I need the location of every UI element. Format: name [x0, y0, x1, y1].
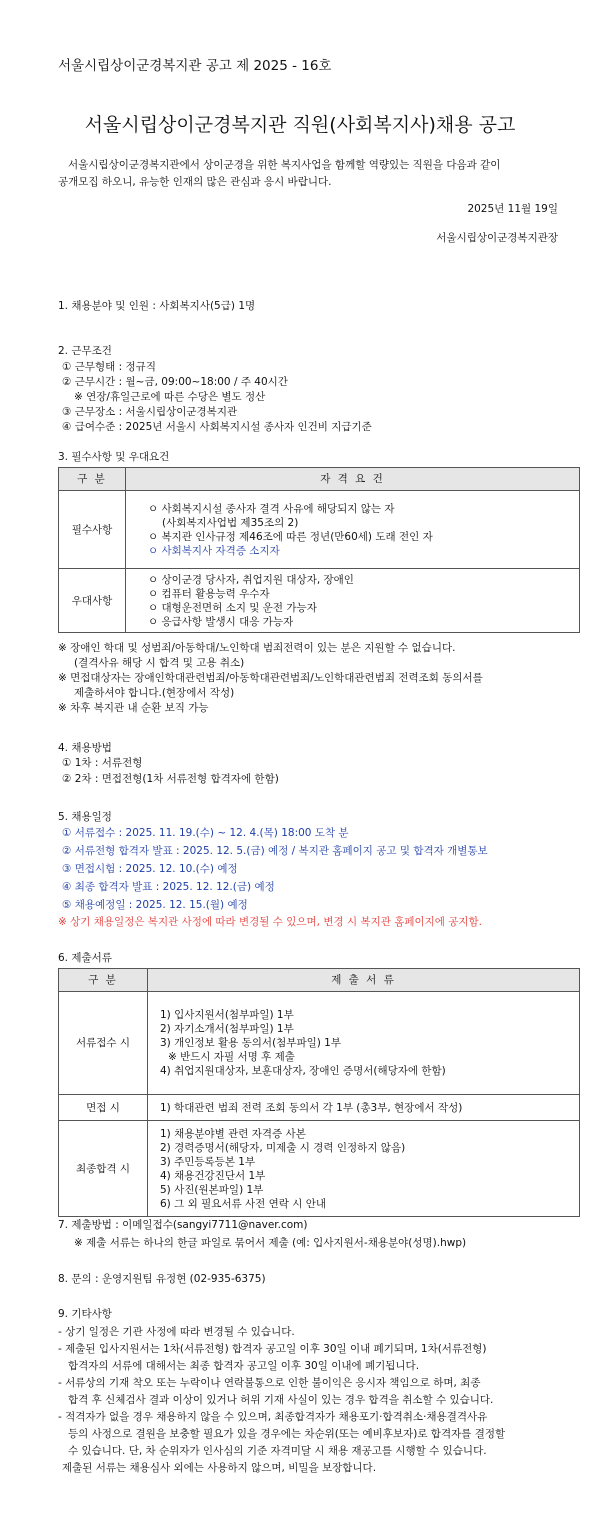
note-abuse-record: ※ 장애인 학대 및 성범죄/아동학대/노인학대 범죄전력이 있는 분은 지원할 수 없습니다.: [58, 642, 456, 654]
final-documents: [148, 1121, 580, 1217]
row-label-final: 최종합격 시: [59, 1121, 148, 1217]
section-2-title: 2. 근무조건: [58, 345, 112, 357]
table-header-documents: 제 출 서 류: [148, 969, 580, 992]
application-documents: [148, 992, 580, 1095]
section-9-title: 9. 기타사항: [58, 1308, 112, 1320]
row-label-interview: 면접 시: [59, 1095, 148, 1121]
row-label-preferred: 우대사항: [59, 569, 126, 633]
misc-line: 제출된 서류는 채용심사 외에는 사용하지 않으며, 비밀을 보장합니다.: [62, 1462, 377, 1474]
list-item: 3) 주민등록등본 1부: [160, 1155, 256, 1168]
note-rotation: ※ 차후 복지관 내 순환 보직 가능: [58, 702, 209, 714]
list-item: 1) 입사지원서(첨부파일) 1부: [160, 1009, 294, 1021]
list-item: ㅇ 대형운전면허 소지 및 운전 가능자: [148, 601, 317, 614]
issuer: 서울시립상이군경복지관장: [436, 232, 558, 244]
intro-line-2: 공개모집 하오니, 유능한 인재의 많은 관심과 응시 바랍니다.: [58, 176, 332, 188]
list-item: ㅇ 복지관 인사규정 제46조에 따른 정년(만60세) 도래 전인 자: [148, 530, 433, 543]
list-item: 4) 취업지원대상자, 보훈대상자, 장애인 증명서(해당자에 한함): [160, 1065, 446, 1077]
list-item: ㅇ 컴퓨터 활용능력 우수자: [148, 587, 270, 600]
list-item: (사회복지사업법 제35조의 2): [162, 516, 299, 529]
section-5-title: 5. 채용일정: [58, 811, 112, 823]
row-label-application: 서류접수 시: [59, 992, 148, 1095]
misc-line: - 서류상의 기재 착오 또는 누락이나 연락불통으로 인한 불이익은 응시자 책임으로 하며, 최종: [58, 1377, 481, 1389]
work-hours: ② 근무시간 : 월~금, 09:00~18:00 / 주 40시간: [62, 376, 288, 388]
notice-number: 서울시립상이군경복지관 공고 제 2025 - 16호: [58, 58, 332, 74]
list-item: 6) 그 외 필요서류 사전 연락 시 안내: [160, 1197, 326, 1210]
section-1-position: 1. 채용분야 및 인원 : 사회복지사(5급) 1명: [58, 300, 256, 312]
schedule-application: ① 서류접수 : 2025. 11. 19.(수) ~ 12. 4.(목) 18:00 도착 분: [62, 827, 349, 839]
work-place: ③ 근무장소 : 서울시립상이군경복지관: [62, 406, 238, 418]
list-item: 5) 사진(원본파일) 1부: [160, 1183, 264, 1196]
schedule-document-result: ② 서류전형 합격자 발표 : 2025. 12. 5.(금) 예정 / 복지관 홈페이지 공고 및 합격자 개별통보: [62, 845, 488, 857]
table-header-requirements: 자 격 요 건: [126, 468, 580, 491]
section-4-title: 4. 채용방법: [58, 742, 112, 754]
note-consent-form-cont: 제출하셔야 합니다.(현장에서 작성): [74, 687, 235, 699]
schedule-interview: ③ 면접시험 : 2025. 12. 10.(수) 예정: [62, 863, 238, 875]
list-item: ㅇ 사회복지사 자격증 소지자: [148, 544, 280, 557]
list-item: 4) 채용건강진단서 1부: [160, 1169, 266, 1182]
notice-date: 2025년 11월 19일: [467, 203, 558, 215]
section-7-submission: 7. 제출방법 : 이메일접수(sangyi7711@naver.com): [58, 1219, 308, 1231]
required-items: [126, 491, 580, 569]
schedule-final-result: ④ 최종 합격자 발표 : 2025. 12. 12.(금) 예정: [62, 881, 275, 893]
misc-line: - 상기 일정은 기관 사정에 따라 변경될 수 있습니다.: [58, 1326, 295, 1338]
method-step-1: ① 1차 : 서류전형: [62, 757, 143, 769]
note-consent-form: ※ 면접대상자는 장애인학대관련범죄/아동학대관련범죄/노인학대관련범죄 전력조회 동의서를: [58, 672, 483, 684]
interview-documents: [148, 1095, 580, 1121]
list-item: ㅇ 상이군경 당사자, 취업지원 대상자, 장애인: [148, 573, 354, 586]
list-item: 2) 자기소개서(첨부파일) 1부: [160, 1023, 294, 1035]
misc-line: 합격자의 서류에 대해서는 최종 합격자 공고일 이후 30일 이내에 폐기됩니다.: [68, 1360, 420, 1372]
overtime-note: ※ 연장/휴일근로에 따른 수당은 별도 정산: [74, 391, 266, 403]
list-item: 1) 채용분야별 관련 자격증 사본: [160, 1127, 306, 1140]
list-item: 3) 개인정보 활용 동의서(첨부파일) 1부: [160, 1037, 342, 1049]
misc-line: 수 있습니다. 단, 차 순위자가 인사심의 기준 자격미달 시 채용 재공고를 시행할 수 있습니다.: [68, 1445, 487, 1457]
work-type: ① 근무형태 : 정규직: [62, 361, 156, 373]
salary: ④ 급여수준 : 2025년 서울시 사회복지시설 종사자 인건비 지급기준: [62, 421, 372, 433]
qualification-table: [58, 467, 580, 633]
misc-line: 합격 후 신체검사 결과 이상이 있거나 허위 기재 사실이 있는 경우 합격을 취소할 수 있습니다.: [68, 1394, 494, 1406]
list-item: ※ 반드시 자필 서명 후 제출: [168, 1051, 295, 1063]
note-disqualification: (결격사유 해당 시 합격 및 고용 취소): [74, 657, 245, 669]
schedule-start-date: ⑤ 채용예정일 : 2025. 12. 15.(월) 예정: [62, 899, 248, 911]
schedule-warning: ※ 상기 채용일정은 복지관 사정에 따라 변경될 수 있으며, 변경 시 복지관 홈페이지에 공지함.: [58, 916, 483, 928]
method-step-2: ② 2차 : 면접전형(1차 서류전형 합격자에 한함): [62, 773, 279, 785]
section-8-contact: 8. 문의 : 운영지원팀 유정현 (02-935-6375): [58, 1273, 266, 1285]
page-title: 서울시립상이군경복지관 직원(사회복지사)채용 공고: [84, 114, 516, 136]
misc-line: 등의 사정으로 결원을 보충할 필요가 있을 경우에는 차순위(또는 예비후보자)로 합격자를 결정할: [68, 1428, 506, 1440]
section-3-title: 3. 필수사항 및 우대요건: [58, 451, 170, 463]
misc-line: - 제출된 입사지원서는 1차(서류전형) 합격자 공고일 이후 30일 이내 폐기되며, 1차(서류전형): [58, 1343, 487, 1355]
row-label-required: 필수사항: [59, 491, 126, 569]
list-item: 2) 경력증명서(해당자, 미제출 시 경력 인정하지 않음): [160, 1141, 406, 1154]
documents-table: [58, 968, 580, 1217]
submission-note: ※ 제출 서류는 하나의 한글 파일로 묶어서 제출 (예: 입사지원서-채용분야(성명).hwp): [74, 1237, 467, 1249]
intro-line-1: 서울시립상이군경복지관에서 상이군경을 위한 복지사업을 함께할 역량있는 직원을 다음과 같이: [68, 159, 501, 171]
list-item: 1) 학대관련 범죄 전력 조회 동의서 각 1부 (총3부, 현장에서 작성): [160, 1101, 463, 1114]
list-item: ㅇ 사회복지시설 종사자 결격 사유에 해당되지 않는 자: [148, 502, 395, 515]
list-item: ㅇ 응급사항 발생시 대응 가능자: [148, 615, 294, 628]
table-header-category: 구 분: [59, 969, 148, 992]
preferred-items: [126, 569, 580, 633]
misc-line: - 적격자가 없을 경우 채용하지 않을 수 있으며, 최종합격자가 채용포기·합격취소·채용결격사유: [58, 1411, 488, 1423]
table-header-category: 구 분: [59, 468, 126, 491]
section-6-title: 6. 제출서류: [58, 952, 112, 964]
